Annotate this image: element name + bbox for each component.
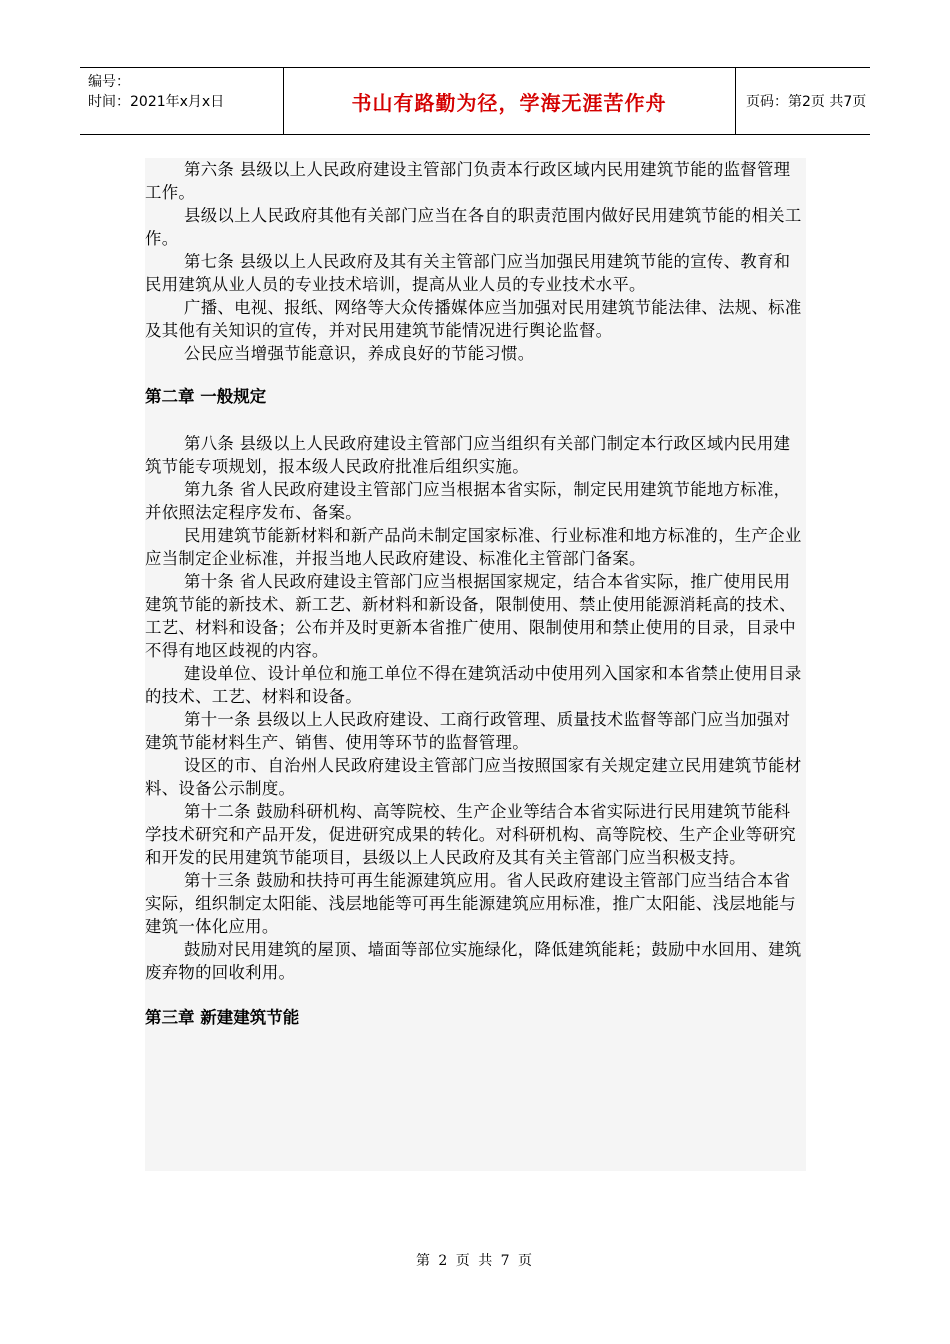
article-paragraph: 第八条 县级以上人民政府建设主管部门应当组织有关部门制定本行政区域内民用建筑节能专项规划，报本级人民政府批准后组织实施。	[145, 434, 791, 476]
article-paragraph: 第十二条 鼓励科研机构、高等院校、生产企业等结合本省实际进行民用建筑节能科学技术研究和产品开发，促进研究成果的转化。对科研机构、高等院校、生产企业等研究和开发的民用建筑节能项目，县级以上人民政府及其有关主管部门应当积极支持。	[145, 802, 796, 867]
article-paragraph: 县级以上人民政府其他有关部门应当在各自的职责范围内做好民用建筑节能的相关工作。	[145, 206, 802, 248]
chapter-title: 第三章 新建建筑节能	[145, 1008, 300, 1027]
article-paragraph: 第十一条 县级以上人民政府建设、工商行政管理、质量技术监督等部门应当加强对建筑节能材料生产、销售、使用等环节的监督管理。	[145, 710, 791, 752]
article-paragraph: 第七条 县级以上人民政府及其有关主管部门应当加强民用建筑节能的宣传、教育和民用建筑从业人员的专业技术培训，提高从业人员的专业技术水平。	[145, 252, 791, 294]
article-paragraph: 第六条 县级以上人民政府建设主管部门负责本行政区域内民用建筑节能的监督管理工作。	[145, 160, 791, 202]
header-motto: 书山有路勤为径，学海无涯苦作舟	[351, 90, 667, 115]
number-label: 编号：	[88, 74, 130, 90]
document-body	[145, 158, 806, 1171]
article-paragraph: 第十条 省人民政府建设主管部门应当根据国家规定，结合本省实际，推广使用民用建筑节能的新技术、新工艺、新材料和新设备，限制使用、禁止使用能源消耗高的技术、工艺、材料和设备；公布并及时更新本省推广使用、限制使用和禁止使用的目录，目录中不得有地区歧视的内容。	[145, 572, 796, 660]
article-paragraph: 广播、电视、报纸、网络等大众传播媒体应当加强对民用建筑节能法律、法规、标准及其他有关知识的宣传，并对民用建筑节能情况进行舆论监督。	[145, 298, 802, 340]
chapter-title: 第二章 一般规定	[145, 387, 267, 406]
header-page-info: 页码：第2页 共7页	[746, 94, 867, 110]
article-paragraph: 第九条 省人民政府建设主管部门应当根据本省实际，制定民用建筑节能地方标准，并依照法定程序发布、备案。	[145, 480, 791, 522]
article-paragraph: 第十三条 鼓励和扶持可再生能源建筑应用。省人民政府建设主管部门应当结合本省实际，组织制定太阳能、浅层地能等可再生能源建筑应用标准，推广太阳能、浅层地能与建筑一体化应用。	[145, 871, 796, 936]
article-paragraph: 鼓励对民用建筑的屋顶、墙面等部位实施绿化，降低建筑能耗；鼓励中水回用、建筑废弃物的回收利用。	[145, 940, 802, 982]
time-label: 时间：2021年x月x日	[88, 94, 225, 110]
page-header	[80, 67, 870, 135]
article-paragraph: 民用建筑节能新材料和新产品尚未制定国家标准、行业标准和地方标准的，生产企业应当制定企业标准，并报当地人民政府建设、标准化主管部门备案。	[145, 526, 802, 568]
article-paragraph: 设区的市、自治州人民政府建设主管部门应当按照国家有关规定建立民用建筑节能材料、设备公示制度。	[145, 756, 802, 798]
header-meta	[80, 68, 283, 134]
article-paragraph: 公民应当增强节能意识，养成良好的节能习惯。	[184, 344, 535, 363]
page-footer: 第 2 页 共 7 页	[415, 1253, 535, 1269]
article-paragraph: 建设单位、设计单位和施工单位不得在建筑活动中使用列入国家和本省禁止使用目录的技术、工艺、材料和设备。	[145, 664, 802, 706]
